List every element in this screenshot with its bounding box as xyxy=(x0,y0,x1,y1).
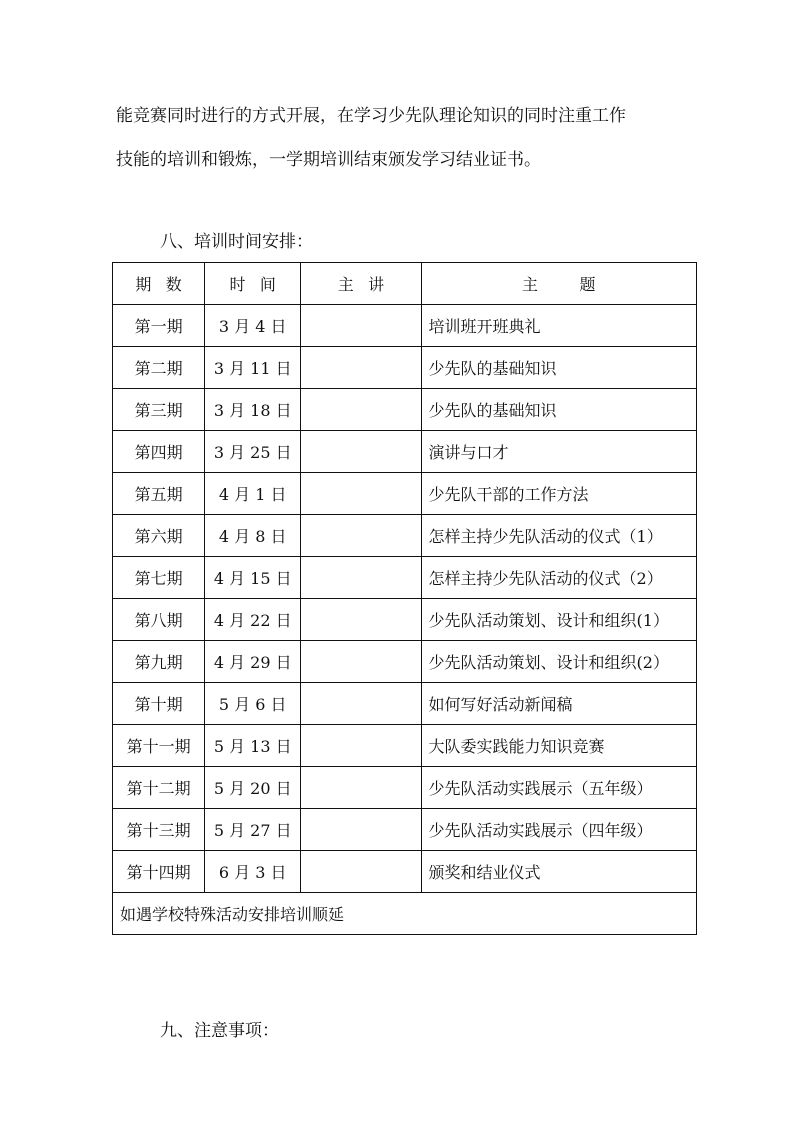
cell-period: 第十四期 xyxy=(113,851,205,893)
cell-speaker xyxy=(301,683,421,725)
cell-speaker xyxy=(301,767,421,809)
cell-time: 3 月 4 日 xyxy=(205,305,301,347)
table-row xyxy=(113,809,697,851)
table-row xyxy=(113,683,697,725)
cell-time: 4 月 29 日 xyxy=(205,641,301,683)
cell-speaker xyxy=(301,557,421,599)
body-paragraph-line-1: 能竞赛同时进行的方式开展，在学习少先队理论知识的同时注重工作 xyxy=(116,106,626,126)
section-8-heading: 八、培训时间安排： xyxy=(160,232,313,252)
cell-speaker xyxy=(301,599,421,641)
cell-period: 第七期 xyxy=(113,557,205,599)
cell-time: 5 月 13 日 xyxy=(205,725,301,767)
table-footnote: 如遇学校特殊活动安排培训顺延 xyxy=(113,893,697,935)
cell-topic: 培训班开班典礼 xyxy=(421,305,696,347)
cell-speaker xyxy=(301,809,421,851)
cell-topic: 怎样主持少先队活动的仪式（2） xyxy=(421,557,696,599)
cell-period: 第十一期 xyxy=(113,725,205,767)
header-topic: 主题 xyxy=(421,263,696,305)
table-row xyxy=(113,473,697,515)
cell-period: 第六期 xyxy=(113,515,205,557)
cell-time: 4 月 8 日 xyxy=(205,515,301,557)
cell-speaker xyxy=(301,305,421,347)
cell-period: 第一期 xyxy=(113,305,205,347)
cell-topic: 演讲与口才 xyxy=(421,431,696,473)
cell-period: 第九期 xyxy=(113,641,205,683)
cell-topic: 少先队干部的工作方法 xyxy=(421,473,696,515)
cell-period: 第三期 xyxy=(113,389,205,431)
cell-speaker xyxy=(301,641,421,683)
cell-period: 第十二期 xyxy=(113,767,205,809)
table-row xyxy=(113,389,697,431)
table-row xyxy=(113,557,697,599)
table-row xyxy=(113,515,697,557)
cell-time: 3 月 25 日 xyxy=(205,431,301,473)
table-footnote-row xyxy=(113,893,697,935)
cell-period: 第四期 xyxy=(113,431,205,473)
cell-topic: 少先队的基础知识 xyxy=(421,347,696,389)
table-row xyxy=(113,725,697,767)
cell-topic: 少先队活动实践展示（四年级） xyxy=(421,809,696,851)
cell-topic: 少先队活动实践展示（五年级） xyxy=(421,767,696,809)
table-row xyxy=(113,431,697,473)
cell-time: 5 月 20 日 xyxy=(205,767,301,809)
cell-topic: 如何写好活动新闻稿 xyxy=(421,683,696,725)
cell-topic: 少先队活动策划、设计和组织(1） xyxy=(421,599,696,641)
body-paragraph-line-2: 技能的培训和锻炼，一学期培训结束颁发学习结业证书。 xyxy=(116,150,541,170)
section-9-heading: 九、注意事项： xyxy=(160,1021,279,1041)
cell-speaker xyxy=(301,431,421,473)
cell-speaker xyxy=(301,515,421,557)
header-period: 期数 xyxy=(113,263,205,305)
cell-speaker xyxy=(301,347,421,389)
training-schedule-table xyxy=(112,262,697,935)
cell-topic: 少先队的基础知识 xyxy=(421,389,696,431)
cell-period: 第八期 xyxy=(113,599,205,641)
cell-topic: 大队委实践能力知识竞赛 xyxy=(421,725,696,767)
cell-time: 6 月 3 日 xyxy=(205,851,301,893)
cell-period: 第五期 xyxy=(113,473,205,515)
cell-topic: 少先队活动策划、设计和组织(2） xyxy=(421,641,696,683)
cell-speaker xyxy=(301,389,421,431)
table-row xyxy=(113,767,697,809)
cell-topic: 怎样主持少先队活动的仪式（1） xyxy=(421,515,696,557)
table-row xyxy=(113,347,697,389)
cell-topic: 颁奖和结业仪式 xyxy=(421,851,696,893)
cell-time: 5 月 6 日 xyxy=(205,683,301,725)
cell-period: 第二期 xyxy=(113,347,205,389)
cell-time: 4 月 1 日 xyxy=(205,473,301,515)
table-row xyxy=(113,851,697,893)
cell-time: 4 月 22 日 xyxy=(205,599,301,641)
header-speaker: 主讲 xyxy=(301,263,421,305)
table-row xyxy=(113,305,697,347)
table-header-row xyxy=(113,263,697,305)
table-row xyxy=(113,599,697,641)
table-row xyxy=(113,641,697,683)
cell-period: 第十期 xyxy=(113,683,205,725)
cell-time: 5 月 27 日 xyxy=(205,809,301,851)
header-time: 时间 xyxy=(205,263,301,305)
cell-time: 4 月 15 日 xyxy=(205,557,301,599)
cell-time: 3 月 11 日 xyxy=(205,347,301,389)
cell-time: 3 月 18 日 xyxy=(205,389,301,431)
cell-speaker xyxy=(301,725,421,767)
cell-speaker xyxy=(301,851,421,893)
cell-period: 第十三期 xyxy=(113,809,205,851)
cell-speaker xyxy=(301,473,421,515)
